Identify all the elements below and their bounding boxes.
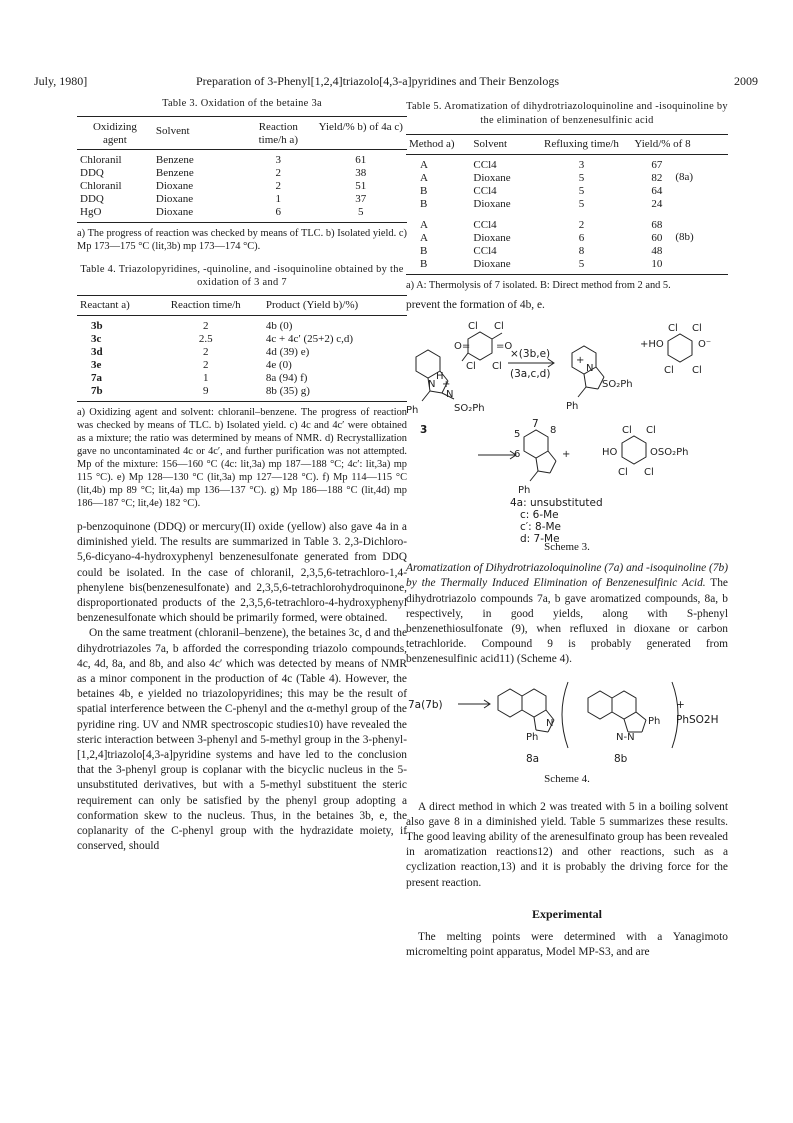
table-row [406,198,728,211]
svg-text:SO₂Ph: SO₂Ph [454,403,485,415]
table5-header: Refluxing time/h [544,138,619,150]
table-cell: DDQ [80,193,104,205]
table-cell: 51 [355,180,367,192]
table4 [77,295,407,402]
svg-text:=O: =O [496,341,513,353]
svg-text:O⁻: O⁻ [698,339,712,351]
scheme3-legend [510,497,603,545]
table-cell: DDQ [80,167,104,179]
svg-text:SO₂Ph: SO₂Ph [602,379,633,391]
table-cell: 64 [651,185,663,197]
table-row [77,316,407,334]
atom-label: Ph [526,731,539,743]
svg-text:N-N: N-N [616,731,635,743]
svg-text:Ph: Ph [406,405,419,417]
table-row [406,155,728,173]
table-cell: 38 [355,167,367,179]
table-cell: 7a [91,372,102,384]
table-row [406,185,728,198]
table3-header-row [77,117,407,150]
table5 [406,134,728,275]
table3 [77,116,407,223]
svg-text:Cl: Cl [492,361,502,373]
table-cell: 5 [578,172,585,184]
legend-entry: c′: 8-Me [520,521,562,534]
table-row [406,245,728,258]
table-cell: 2 [275,180,282,192]
table-cell: Benzene [155,154,194,166]
table-cell: 2 [202,320,209,332]
table-row [77,193,407,206]
svg-text:Cl: Cl [692,323,702,335]
table-cell: Chloranil [80,154,122,166]
table-cell: 2 [578,219,585,231]
svg-text:Cl: Cl [644,467,654,479]
table-cell: 3 [578,159,585,171]
table-cell: Dioxane [473,232,511,244]
table5-header: Yield/% of 8 [634,138,691,150]
table-cell: 2 [202,359,209,371]
compound-7-label: 7 [532,418,539,431]
table-cell: 48 [651,245,663,257]
legend-entry: d: 7-Me [520,533,560,546]
product-8a-label: 8a [526,752,540,765]
paragraph: On the same treatment (chloranil–benzene), the betaines 3c, d and the dihydrotriazoles 7a, b afforded the corresponding triazolo compounds, 4c, 4d, 8a, and 8b, and also 4c′ which was detected by means of NMR as a minor component in the production of 4c (Table 4). However, the betaines 4b, e yielded no triazolopyridines; this may be the result of spatial interference between the C-phenyl and the α-methyl group of the pyridine ring. UV and NMR spectroscopic studies10) have revealed the steric interaction between 3-phenyl and 5-methyl group in the 3-phenyl-[1,2,4]triazolo[4,3-a]pyridine systems and have led to the conclusion that the 3-phenyl group is coplanar with the bicyclic nucleus in the 5-unsubstituted derivatives, but with a 5-methyl substituent the steric requirement can only be satisfied by the phenyl group adopting a conformation skew to the nucleus. Thus, in the betaines 3b, e, the coplanarity of the C-phenyl group with the hydrazidate moiety, if conserved, should [77,627,407,853]
table5-header: Method a) [409,138,455,150]
table5-footnote: a) A: Thermolysis of 7 isolated. B: Direct method from 2 and 5. [406,280,671,291]
yield-value: 68 [651,219,663,231]
table4-header: Reactant a) [80,299,130,311]
table-cell: 5 [578,258,585,270]
table-row [77,333,407,346]
table-cell: 6 [275,206,282,218]
legend-entry: 4a: unsubstituted [510,497,603,510]
product-8b-label: 8b [614,752,628,765]
compound-3-label: 3 [420,424,428,437]
table-row [406,258,728,275]
table-cell: 8 [578,245,585,257]
table-cell: 2.5 [198,333,213,345]
table-cell: HgO [80,206,102,218]
table-row [77,359,407,372]
table-cell: 9 [202,385,209,397]
table-cell: Benzene [155,167,194,179]
table-row [77,150,407,168]
group-label-8a: (8a) [675,171,694,183]
table-cell: 8a (94) f) [265,372,308,384]
label-cl: Cl [468,321,478,333]
paragraph: p-benzoquinone (DDQ) or mercury(II) oxide (yellow) also gave 4a in a diminished yield. The results are summarized in Table 3. 2,3-Dichloro-5,6-dicyano-4-hydroxyphenyl benzenesulfonate generated from DDQ could be isolated. In the case of chloranil, 2,3,5,6-tetrachloro-1,4-phenylene bis(benzenesulfonate) and 2,3,5,6-tetrachlorohydroquinone, disproportionated products of the 2,3,5,6-tetrachloro-4-hydroxyphenyl benzenesulfonate which should be primarily formed, were obtained. [77,521,407,625]
table-cell: 3c [91,333,102,345]
svg-text:Cl: Cl [466,361,476,373]
svg-text:Cl: Cl [668,323,678,335]
table-cell: 1 [275,193,282,205]
scheme3 [406,317,728,553]
table-cell: 1 [202,372,209,384]
table-cell: 2 [275,167,282,179]
svg-text:N: N [446,389,454,401]
table-cell: 4d (39) e) [265,346,310,358]
table5-caption: Table 5. Aromatization of dihydrotriazoloquinoline and -isoquinoline by the elimination of benzenesulfinic acid [406,101,728,126]
table-cell: A [420,159,428,171]
table-cell: CCl4 [473,185,497,197]
scheme4-label: Scheme 4. [544,772,590,785]
paragraph [406,561,728,667]
scheme3-arrow-label-bottom: (3a,c,d) [510,368,551,381]
table-cell: 82 [651,172,663,184]
table4-header: Reaction time/h [170,299,241,311]
table-cell: B [420,185,428,197]
table-cell: 60 [651,232,663,244]
table-cell: CCl4 [473,219,497,231]
table3-header: Yield/% b) of 4a c) [318,121,403,133]
table-row [406,211,728,232]
table-cell: Chloranil [80,180,122,192]
header-title: Preparation of 3-Phenyl[1,2,4]triazolo[4,3-a]pyridines and Their Benzologs [196,74,560,88]
table-cell: Dioxane [155,193,194,205]
paragraph: A direct method in which 2 was treated with 5 in a boiling solvent also gave 8 in a diminished yield. Table 5 summarizes these results. The good leaving ability of the arenesulfinato group has been revealed in aromatization reactions12) and other reactions, such as a cyclization reaction,13) and it is probably the driving force for the present reaction. [406,800,728,889]
table-row [77,167,407,180]
svg-text:Ph: Ph [648,715,661,727]
svg-text:Cl: Cl [664,365,674,377]
table-cell: 37 [355,193,367,205]
svg-text:H: H [436,371,444,383]
header-page-number: 2009 [734,74,758,88]
table-cell: 7b [91,385,103,397]
paragraph-text: The dihydrotriazolo compounds 7a, b gave aromatized compounds, 8a, b respectively, in good yields, along with S-phenyl benzenethiosulfonate (9), when refluxed in dioxane or carbon tetrachloride. Compound 9 is probably generated from benzenesulfinic acid11) (Scheme 4). [406,577,728,666]
table-cell: 3d [91,346,103,358]
table-row [77,372,407,385]
svg-text:Cl: Cl [618,467,628,479]
left-body-text [77,520,407,854]
table-cell: CCl4 [473,159,497,171]
table-cell: 61 [355,154,367,166]
table-cell: B [420,198,428,210]
table-cell: 4b (0) [265,320,293,332]
table4-footnote: a) Oxidizing agent and solvent: chloranil–benzene. The progress of reaction was checked by means of TLC. b) Isolated yield. c) 4c and 4c′ were obtained as a mixture; the ratio was determined by means of NMR. d) Recrystallization gave no uncontaminated 4c or 4c′, and further purification was not attempted. Mp of the mixture: 156—160 °C (4c: lit,3a) mp 187—188 °C; 4c′: lit,3a) mp 115 °C). e) Mp 128—130 °C (lit,3a) mp 127—128 °C). f) Mp 114—115 °C (lit,4b) mp 89 °C; lit,4a) mp 136—137 °C). g) Mp 186—188 °C (lit,4d) mp 186—187 °C; lit,4e) 182 °C). [77,407,407,509]
table4-header-row [77,296,407,316]
yield-value: 67 [651,159,663,171]
table3-header: Solvent [155,125,190,137]
label-cl: Cl [494,321,504,333]
table-cell: B [420,258,428,270]
svg-text:6: 6 [514,449,521,461]
table-row [77,385,407,402]
paragraph: prevent the formation of 4b, e. [406,299,545,311]
svg-text:+HO: +HO [640,339,664,351]
table-cell: 4c + 4c′ (25+2) c,d) [265,333,354,345]
table3-footnote: a) The progress of reaction was checked by means of TLC. b) Isolated yield. c) Mp 173—175 °C (lit,3b) mp 173—174 °C). [77,228,407,252]
table-row [77,180,407,193]
svg-text:5: 5 [514,429,521,441]
scheme4 [406,678,728,786]
table-cell: 4e (0) [265,359,292,371]
table-cell: 5 [578,198,585,210]
svg-text:Ph: Ph [518,485,531,497]
group-label-8b: (8b) [675,231,694,243]
table4-caption: Table 4. Triazolopyridines, -quinoline, and -isoquinoline obtained by the oxidation of 3 and 7 [80,264,404,288]
svg-text:8: 8 [550,425,557,437]
table-cell: 6 [578,232,585,244]
table-cell: A [420,172,428,184]
scheme3-label: Scheme 3. [544,541,590,554]
table-cell: 3b [91,320,103,332]
svg-text:OSO₂Ph: OSO₂Ph [650,447,689,459]
paragraph-heading: Aromatization of Dihydrotriazoloquinoline (7a) and -isoquinoline (7b) by the Thermally Induced Elimination of Benzenesulfinic Acid. [406,562,728,590]
table-cell: 10 [651,258,663,270]
table-cell: 8b (35) g) [265,385,310,397]
table-cell: B [420,245,428,257]
scheme4-reactant: 7a(7b) [408,698,443,711]
header-date: July, 1980] [34,74,88,88]
table-cell: 2 [202,346,209,358]
svg-text:+: + [562,449,571,461]
scheme4-byproduct: + PhSO2H [676,698,719,726]
table4-header: Product (Yield b)/%) [265,299,359,311]
table-cell: 5 [578,185,585,197]
scheme3-arrow-label-top: ×(3b,e) [510,348,551,361]
table3-header: Oxidizing agent [92,121,137,146]
table-cell: Dioxane [473,198,511,210]
svg-text:N: N [428,379,436,391]
table-cell: Dioxane [155,206,194,218]
svg-text:+: + [576,355,585,367]
table-cell: 3 [275,154,282,166]
table3-caption: Table 3. Oxidation of the betaine 3a [162,98,322,109]
svg-text:Ph: Ph [566,401,579,413]
svg-text:N: N [546,717,554,729]
table-cell: CCl4 [473,245,497,257]
table-cell: 3e [91,359,102,371]
table-cell: Dioxane [473,258,511,270]
table5-header: Solvent [473,138,508,150]
table-cell: Dioxane [473,172,511,184]
svg-text:Cl: Cl [622,425,632,437]
table-row [77,346,407,359]
paragraph: The melting points were determined with a Yanagimoto micromelting point apparatus, Model MP-S3, and are [406,931,728,959]
svg-text:+: + [442,379,451,391]
svg-text:Cl: Cl [646,425,656,437]
left-column [77,97,407,854]
table-cell: 5 [358,206,364,218]
svg-text:Cl: Cl [692,365,702,377]
table-cell: Dioxane [155,180,194,192]
table3-header: Reaction time/h a) [258,121,298,146]
right-column [406,100,728,960]
table-row [77,206,407,223]
table-cell: 24 [651,198,663,210]
svg-text:HO: HO [602,447,618,459]
section-heading-experimental: Experimental [532,906,602,921]
table-cell: A [420,219,428,231]
svg-text:N: N [586,363,594,375]
svg-text:O=: O= [454,341,471,353]
table5-header-row [406,135,728,155]
legend-entry: c: 6-Me [520,509,559,522]
table-cell: A [420,232,428,244]
